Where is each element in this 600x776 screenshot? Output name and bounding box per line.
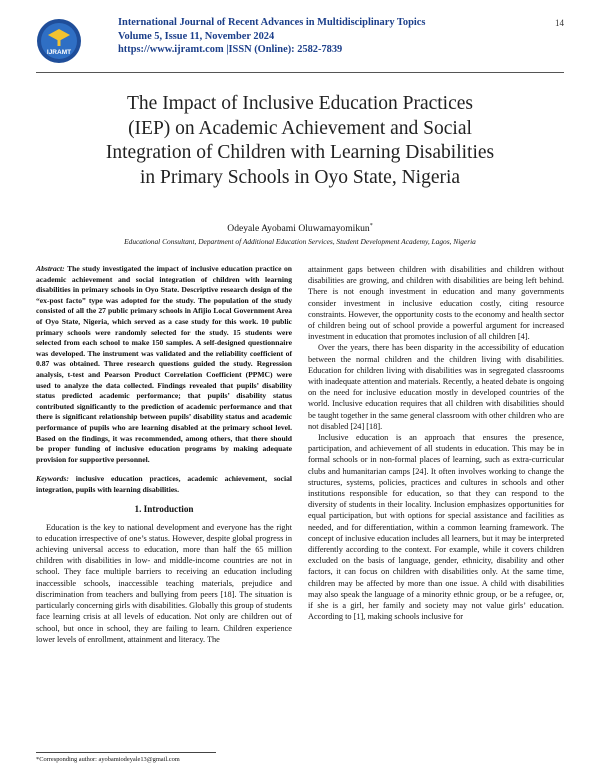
author-mark: * [369, 223, 373, 229]
journal-info [118, 16, 425, 57]
title-line: The Impact of Inclusive Education Practices [127, 93, 473, 114]
keywords [36, 474, 292, 495]
journal-header [36, 16, 564, 68]
title-line: Integration of Children with Learning Disabilities [105, 142, 495, 163]
paragraph: Over the years, there has been disparity in the accessibility of education between the normal children and the children living with disabilities. Education for children living with disabilities was in segregated classrooms with inadequate attention and materials. Recently, a heated debate is ongoing on the need for inclusive education mostly in developed countries of the world. Inclusive education requires that all children with disabilities should be taught together in the same general classroom with other children who are not disabled [24] [18]. [308, 343, 564, 431]
paragraph: attainment gaps between children with disabilities and children without disabilities are growing, and children with disabilities are being left behind. There is not enough investment in education and many governments consider investment in inclusive education costly, citing resource constraints. However, the opportunity costs to the economy and health sector of children being out of school provide a powerful argument for increased investment in education that promotes inclusion of all children [4]. [308, 265, 564, 342]
keywords-label: Keywords: [36, 474, 69, 484]
left-column [36, 264, 292, 645]
right-column [308, 264, 564, 623]
abstract-text: The study investigated the impact of inclusive education practice on academic achievement and social integration of children with learning disabilities in primary schools in Oyo State. Descriptive research design of the “ex-post facto” type was adopted for the study. The population of the study consisted of all the 27 public primary schools in Afijio Local Government Area of Oyo State, Nigeria, which served as a case study for this work. 10 public primary schools were randomly selected for the study. 15 students were selected from each school to make 150 samples. A self-designed questionnaire was developed. The instrument was validated and the reliability coefficient of 0.87 was obtained. Three research questions guided the study. Regression analysis, t-test and Pearson Product Correlation Coefficient (PPMC) were used to analyze the data collected. Findings revealed that pupils’ disability status predicted academic performance; that pupils’ disability status contributed significantly to the prediction of academic performance and that there is significant relationship between pupils’ disability status and academic performance of pupils who are learning disabled at the primary school level. Based on the findings, it was recommended, among others, that there should be proper funding of inclusive education programs by making adequate provision for supportive personnel. [36, 264, 292, 464]
journal-name: International Journal of Recent Advances in Multidisciplinary Topics [118, 17, 426, 28]
paragraph: Education is the key to national development and everyone has the right to education irrespective of one’s status. However, despite global progress in achieving universal access to education, more than half the 65 million children with disabilities in low- and middle-income countries are not in school. They face multiple barriers to receiving an education including inaccessible schools, inaccessible teaching materials, prejudice and discrimination from teachers and bullying from peers [18]. The situation is particularly concerning girls with disabilities. Globally this group of students face learning crisis at all levels of education. Not only are children out of school, but once in school, they are failing to learn. Children experience lower levels of enrollment, attainment and literacy. The [36, 522, 292, 644]
title-line: in Primary Schools in Oyo State, Nigeria [139, 166, 461, 188]
paper-title [40, 92, 560, 190]
journal-logo-icon [36, 18, 82, 64]
author-line [40, 223, 560, 234]
keywords-text: inclusive education practices, academic achievement, social integration, pupils with learning disabilities. [36, 474, 292, 494]
svg-text:IJRAMT: IJRAMT [46, 49, 72, 56]
header-divider [36, 72, 564, 73]
footnote: *Corresponding author: ayobamiodeyale13@gmail.com [36, 756, 180, 763]
section-heading: 1. Introduction [134, 504, 194, 515]
author-name: Odeyale Ayobami Oluwamayomikun [227, 223, 370, 235]
footnote-divider [36, 752, 216, 753]
author-affiliation: Educational Consultant, Department of Additional Education Services, Student Development Academy, Lagos, Nigeria [124, 237, 476, 246]
journal-links[interactable]: https://www.ijramt.com |ISSN (Online): 2582-7839 [118, 44, 343, 56]
abstract-label: Abstract: [36, 264, 65, 273]
paragraph: Inclusive education is an approach that ensures the presence, participation, and achievement of all students in education. This may be in formal schools or in non-formal places of learning, such as extra-curricular clubs and humanitarian camps [24]. It often involves working to change the structures, systems, policies, practices and cultures in schools and other institutions responsible for education, so that they can respond to the diversity of students in their locality. Inclusion emphasizes opportunities for equal participation, but with options for special assistance and facilities as needed, and for differentiation, within a common learning framework. The concept of inclusive education includes all learners, but it may be interpreted differently according to the context. For example, while it covers children excluded on the basis of language, gender, ethnicity, disability and other factors, it can focus on children with disabilities only. At the same time, children may be affected by more than one issue. A child with disabilities may also speak the language of a minority ethnic group, or be a refugee, or, if she is a girl, her family and society may not value girls’ education. According to [1], making schools inclusive for [308, 433, 564, 622]
title-line: (IEP) on Academic Achievement and Social [128, 117, 472, 139]
journal-volume: Volume 5, Issue 11, November 2024 [118, 30, 275, 42]
abstract [36, 264, 292, 465]
page-number: 14 [555, 18, 564, 28]
